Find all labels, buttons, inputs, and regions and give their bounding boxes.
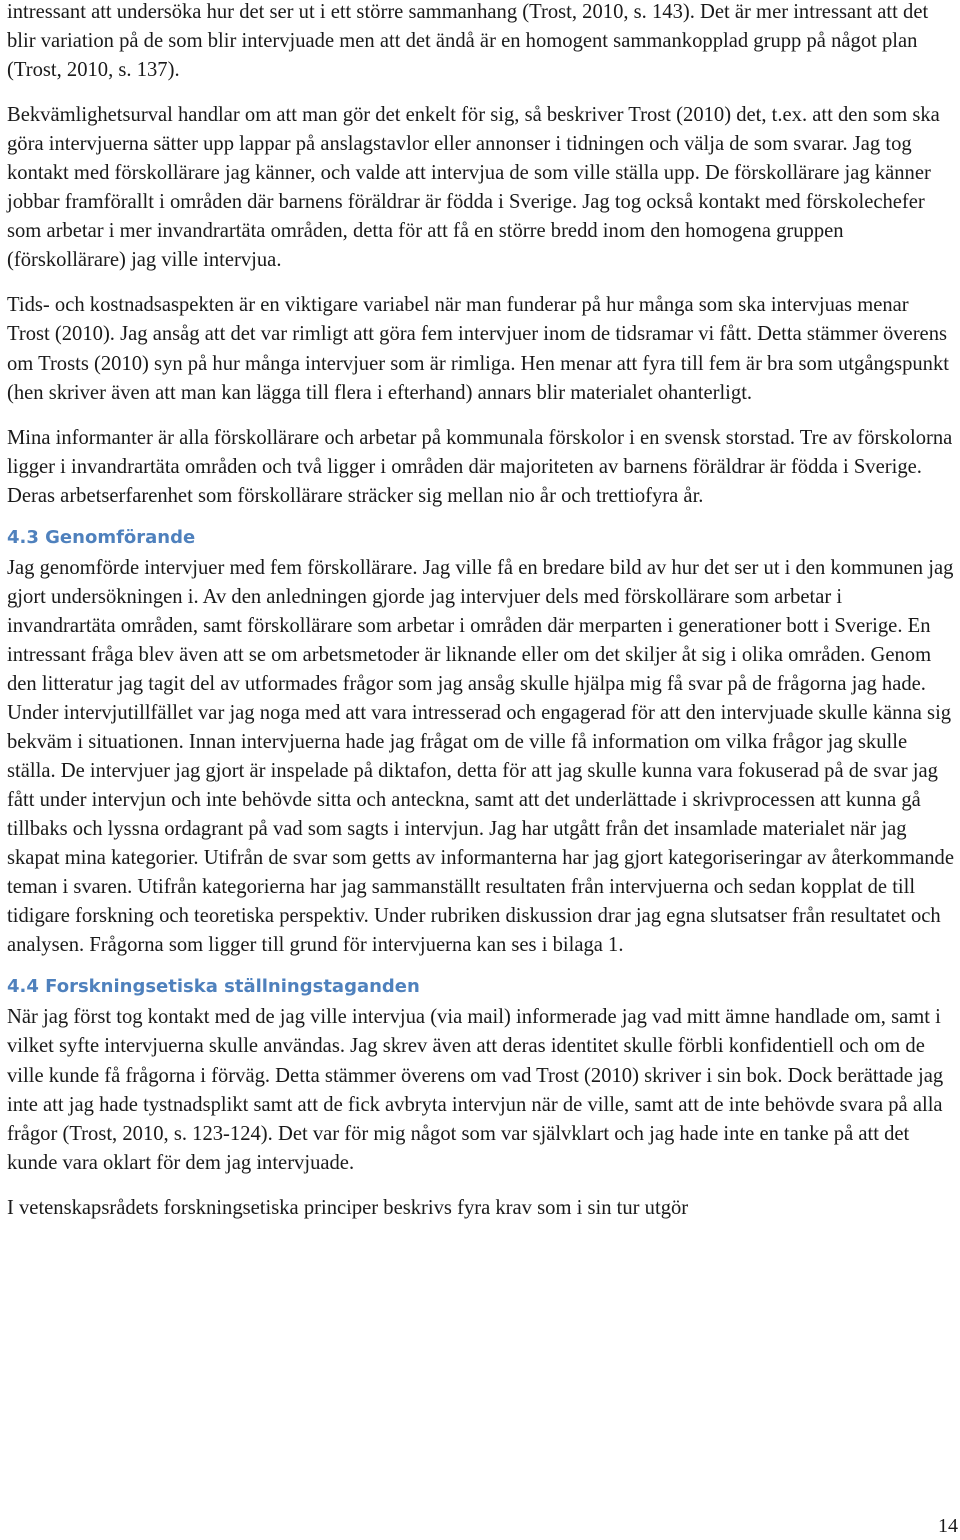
paragraph-time-cost: Tids- och kostnadsaspekten är en viktigare variabel när man funderar på hur många som ska intervjuas menar Trost (2010). Jag ansåg att det var rimligt att göra fem intervjuer inom de tidsramar vi fått. Detta stämmer överens om Trosts (2010) syn på hur många intervjuer som är rimliga. Hen menar att fyra till fem är bra som utgångspunkt (hen skriver även att man kan lägga till flera i efterhand) annars blir materialet ohanterligt. <box>7 294 949 404</box>
section-heading-genomforande: 4.3 Genomförande <box>7 526 196 548</box>
paragraph-genomforande: Jag genomförde intervjuer med fem förskollärare. Jag ville få en bredare bild av hur det ser ut i den kommunen jag gjort undersökningen i. Av den anledningen gjorde jag intervjuer dels med förskollärare som arbetar i invandrartäta områden, samt förskollärare som arbetar i områden där merparten i generationer bott i Sverige. En intressant fråga blev även att se om arbetsmetoder är liknande eller om det skiljer åt sig i olika områden. Genom den litteratur jag tagit del av utformades frågor som jag ansåg skulle hjälpa mig få svar på de frågorna jag hade. Under intervjutillfället var jag noga med att vara intresserad och engagerad för att den intervjuade skulle känna sig bekväm i situationen. Innan intervjuerna hade jag frågat om de ville få information om vilka frågor jag skulle ställa. De intervjuer jag gjort är inspelade på diktafon, detta för att jag skulle kunna vara fokuserad på de svar jag fått under intervjun och inte behövde sitta och anteckna, samt att det underlättade i skrivprocessen att kunna gå tillbaks och lyssna ordagrant på vad som sagts i intervjun. Jag har utgått från det insamlade materialet när jag skapat mina kategorier. Utifrån de svar som getts av informanterna har jag gjort kategoriseringar av återkommande teman i svaren. Utifrån kategorierna har jag sammanställt resultaten från intervjuerna och sedan kopplat de till tidigare forskning och teoretiska perspektiv. Under rubriken diskussion drar jag egna slutsatser från resultatet och analysen. Frågorna som ligger till grund för intervjuerna kan ses i bilaga 1. <box>7 556 954 957</box>
section-heading-forskningsetik: 4.4 Forskningsetiska ställningstaganden <box>7 976 420 998</box>
paragraph-convenience-sampling: Bekvämlighetsurval handlar om att man gör det enkelt för sig, så beskriver Trost (2010) det, t.ex. att den som ska göra intervjuerna sätter upp lappar på anslagstavlor eller annonser i tidningen och välja de som svarar. Jag tog kontakt med förskollärare jag känner, och valde att intervjua de som ville ställa upp. De förskollärare jag känner jobbar framförallt i områden där barnens föräldrar är födda i Sverige. Jag tog också kontakt med förskolechefer som arbetar i mer invandrartäta områden, detta för att få en större bredd inom den homogena gruppen (förskollärare) jag ville intervjua. <box>7 104 940 272</box>
paragraph-forskningsetik: När jag först tog kontakt med de jag ville intervjua (via mail) informerade jag vad mitt ämne handlade om, samt i vilket syfte intervjuerna skulle användas. Jag skrev även att deras identitet skulle förbli konfidentiell och om de ville kunde få frågorna i förväg. Detta stämmer överens om vad Trost (2010) skriver i sin bok. Dock berättade jag inte att jag hade tystnadsplikt samt att de fick avbryta intervjun när de ville, samt att de inte behövde svara på alla frågor (Trost, 2010, s. 123-124). Det var för mig något som var självklart och jag hade inte en tanke på att det kunde vara oklart för dem jag intervjuade. <box>7 1006 944 1174</box>
paragraph-informants: Mina informanter är alla förskollärare och arbetar på kommunala förskolor i en svensk storstad. Tre av förskolorna ligger i invandrartäta områden och två ligger i områden där majoriteten av barnens föräldrar är födda i Sverige. Deras arbetserfarenhet som förskollärare sträcker sig mellan nio år och trettiofyra år. <box>7 426 953 507</box>
paragraph-vetenskapsradet: I vetenskapsrådets forskningsetiska principer beskrivs fyra krav som i sin tur utgör <box>7 1196 689 1219</box>
paragraph-sampling-variation: intressant att undersöka hur det ser ut i ett större sammanhang (Trost, 2010, s. 143). Det är mer intressant att det blir variation på de som blir intervjuade men att det ändå är en homogent sammankopplad grupp på något plan (Trost, 2010, s. 137). <box>7 1 929 82</box>
page-number: 14 <box>938 1515 958 1537</box>
document-page <box>7 0 955 1223</box>
